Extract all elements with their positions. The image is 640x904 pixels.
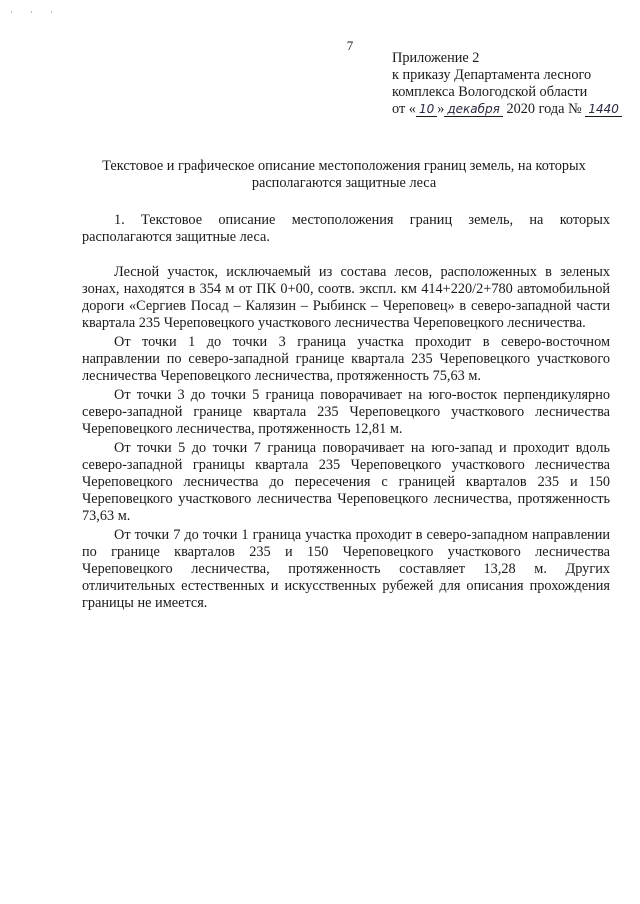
document-title: Текстовое и графическое описание местоположения границ земель, на которых располагаются защитные леса: [102, 158, 586, 191]
appendix-line-2: к приказу Департамента лесного: [392, 67, 592, 83]
section-heading: 1. Текстовое описание местоположения границ земель, на которых располагаются защитные леса.: [82, 212, 610, 245]
paragraph: От точки 5 до точки 7 граница поворачивает на юго-запад и проходит вдоль северо-западной границы квартала 235 Череповецкого участкового лесничества Череповецкого лесничества до пересечения с границей кварталов 235 и 150 Череповецкого участкового лесничества Череповецкого лесничества, протяженность 73,63 м.: [82, 440, 610, 524]
scan-speck: ˙: [10, 10, 19, 20]
scan-speck: ˙: [50, 10, 59, 20]
date-year-text: 2020 года №: [506, 101, 582, 117]
handwritten-day: 10: [416, 102, 437, 117]
paragraph: От точки 1 до точки 3 граница участка проходит в северо-восточном направлении по северо-западной границе квартала 235 Череповецкого участкового лесничества Череповецкого лесничества, протяженность 75,63 м.: [82, 334, 610, 384]
appendix-line-3: комплекса Вологодской области: [392, 84, 588, 100]
paragraph: От точки 7 до точки 1 граница участка проходит в северо-западном направлении по границе кварталов 235 и 150 Череповецкого участкового лесничества Череповецкого лесничества, протяженность составляет 13,28 м. Других отличительных естественных и искусственных рубежей для описания прохождения границы не имеется.: [82, 527, 610, 611]
date-prefix: от «: [392, 101, 416, 117]
scan-speck: ˙: [30, 10, 39, 20]
paragraph: Лесной участок, исключаемый из состава лесов, расположенных в зеленых зонах, находятся в 354 м от ПК 0+00, соотв. экспл. км 414+220/2+780 автомобильной дороги «Сергиев Посад – Калязин – Рыбинск – Череповец» в северо-западной части квартала 235 Череповецкого участкового лесничества Череповецкого лесничества.: [82, 264, 610, 331]
handwritten-month: декабря: [444, 102, 503, 117]
appendix-header: [392, 50, 628, 118]
handwritten-order-number: 1440: [585, 102, 622, 117]
paragraph: От точки 3 до точки 5 граница поворачивает на юго-восток перпендикулярно северо-западной границе квартала 235 Череповецкого участкового лесничества Череповецкого лесничества, протяженность 12,81 м.: [82, 387, 610, 437]
appendix-line-1: Приложение 2: [392, 50, 480, 66]
date-separator: »: [437, 101, 445, 117]
page-number: 7: [346, 38, 354, 53]
appendix-date-line: [392, 101, 628, 118]
body-text: [82, 264, 610, 614]
